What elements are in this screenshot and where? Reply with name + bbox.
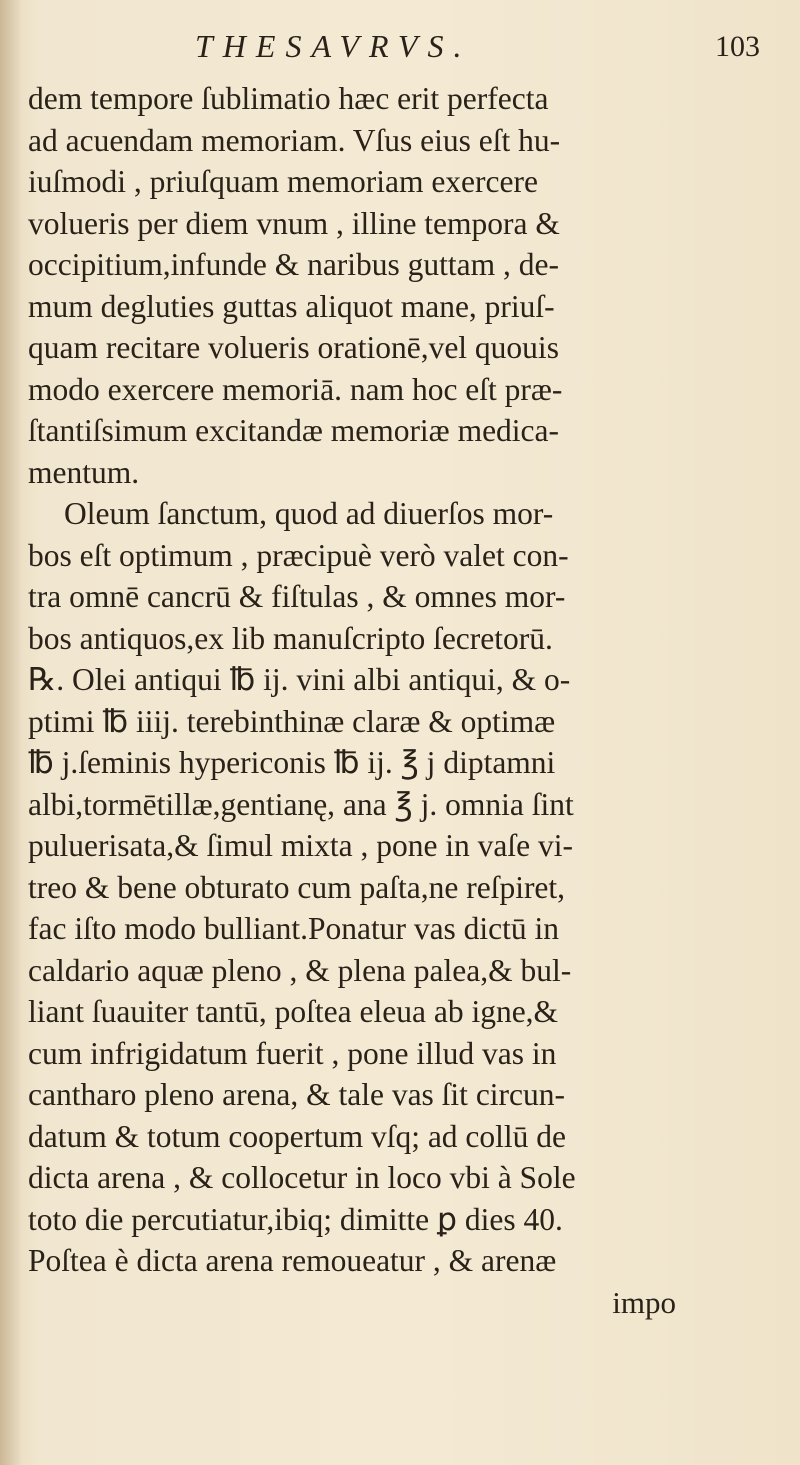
text-line: cum infrigidatum fuerit , pone illud vas in xyxy=(28,1035,557,1071)
text-line: dicta arena , & collocetur in loco vbi à Sole xyxy=(28,1160,576,1195)
text-line: cantharo pleno arena, & tale vas ſit circun- xyxy=(28,1077,566,1112)
running-head xyxy=(195,28,760,72)
catchword: impo xyxy=(612,1284,676,1320)
text-line: mum degluties guttas aliquot mane, priuſ- xyxy=(28,288,555,324)
text-line: quam recitare volueris orationē,vel quouis xyxy=(28,330,559,365)
page-number: 103 xyxy=(715,30,760,63)
running-title: THESAVRVS. xyxy=(195,28,472,64)
text-line: ad acuendam memoriam. Vſus eius eſt hu- xyxy=(28,122,561,158)
text-line: ſtantiſsimum excitandæ memoriæ medica- xyxy=(28,413,560,448)
text-line: ℞. Olei antiqui ℔ ij. vini albi antiqui, & o- xyxy=(28,662,571,697)
text-line: modo exercere memoriā. nam hoc eſt præ- xyxy=(28,371,563,407)
text-line: volueris per diem vnum , illine tempora & xyxy=(28,205,560,241)
text-line: liant ſuauiter tantū, poſtea eleua ab igne,& xyxy=(28,994,559,1029)
text-line: mentum. xyxy=(28,454,140,490)
text-line: ℔ j.ſeminis hypericonis ℔ ij. ℥ j diptamni xyxy=(28,745,556,780)
text-line: datum & totum coopertum vſq; ad collū de xyxy=(28,1118,567,1154)
gutter-shadow xyxy=(0,0,22,1465)
text-line: tra omnē cancrū & fiſtulas , & omnes mor- xyxy=(28,579,566,614)
text-line: caldario aquæ pleno , & plena palea,& bul- xyxy=(28,952,572,988)
text-line: occipitium,infunde & naribus guttam , de- xyxy=(28,247,560,282)
text-line: albi,tormētillæ,gentianę, ana ℥ j. omnia ſint xyxy=(28,786,574,822)
text-line: puluerisata,& ſimul mixta , pone in vaſe vi- xyxy=(28,828,574,863)
text-line: iuſmodi , priuſquam memoriam exercere xyxy=(28,164,538,199)
text-line: bos eſt optimum , præcipuè verò valet con- xyxy=(28,537,569,573)
text-line: ptimi ℔ iiij. terebinthinæ claræ & optimæ xyxy=(28,703,556,739)
text-line: fac iſto modo bulliant.Ponatur vas dictū in xyxy=(28,911,560,946)
text-line: treo & bene obturato cum paſta,ne reſpiret, xyxy=(28,869,566,905)
paragraph-start-line: Oleum ſanctum, quod ad diuerſos mor- xyxy=(64,496,554,531)
body-text xyxy=(28,78,768,1323)
text-line: Poſtea è dicta arena remoueatur , & arenæ xyxy=(28,1243,557,1278)
text-line: dem tempore ſublimatio hæc erit perfecta xyxy=(28,81,549,116)
text-line: toto die percutiatur,ibiq; dimitte ꝑ dies 40. xyxy=(28,1201,563,1237)
text-line: bos antiquos,ex lib manuſcripto ſecretorū. xyxy=(28,620,553,656)
